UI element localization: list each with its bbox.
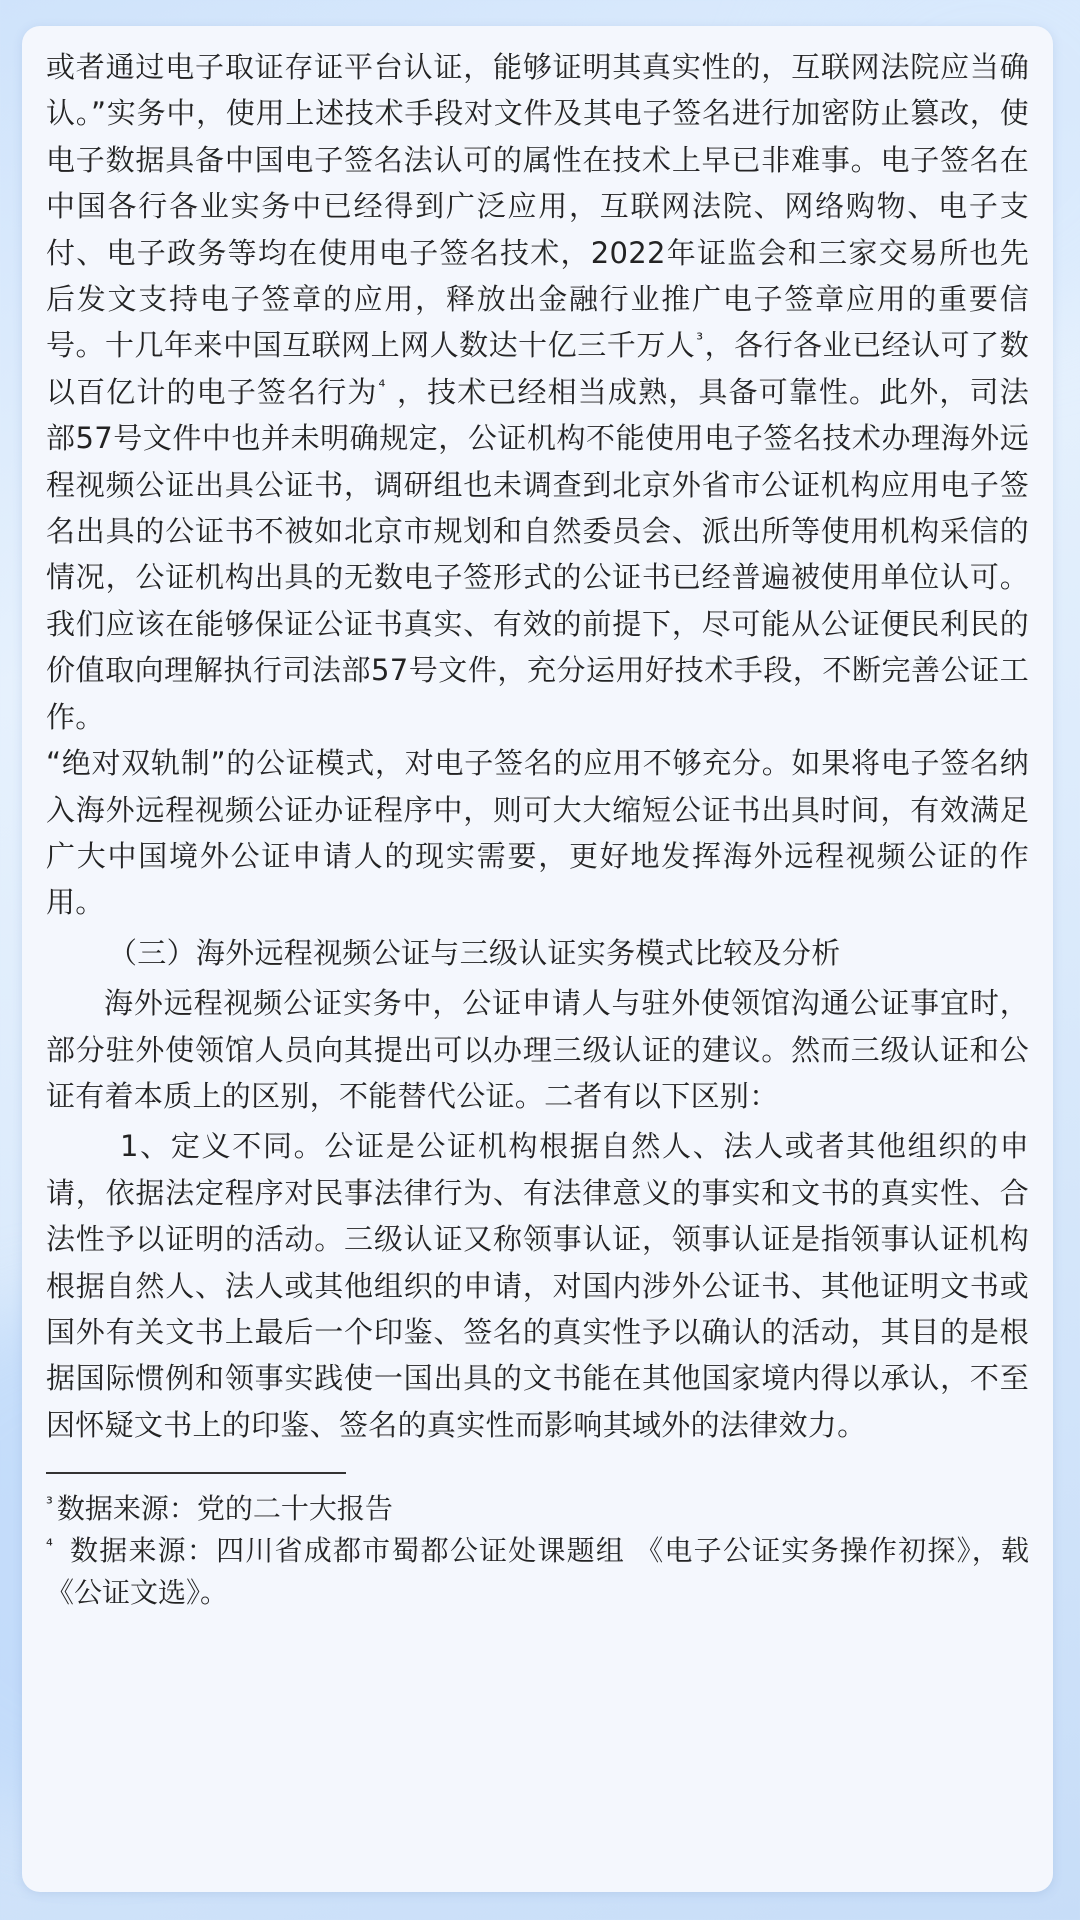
footnote-text: 数据来源：党的二十大报告 [56, 1492, 393, 1526]
footnote-item [46, 1530, 1029, 1614]
footnote-text: 数据来源：四川省成都市蜀都公证处课题组 《电子公证实务操作初探》，载《公证文选》。 [46, 1534, 1029, 1610]
footnote-ref[interactable]: ⁴ [378, 376, 386, 397]
section-heading: （三）海外远程视频公证与三级认证实务模式比较及分析 [108, 935, 841, 970]
footnote-ref[interactable]: ³ [696, 330, 704, 351]
body-paragraph: 1、定义不同。公证是公证机构根据自然人、法人或者其他组织的申请，依据法定程序对民事法律行为、有法律意义的事实和文书的真实性、合法性予以证明的活动。三级认证又称领事认证，领事认证是指领事认证机构根据自然人、法人或其他组织的申请，对国内涉外公证书、其他证明文书或国外有关文书上最后一个印鉴、签名的真实性予以确认的活动，其目的是根据国际惯例和领事实践使一国出具的文书能在其他国家境内得以承认，不至因怀疑文书上的印鉴、签名的真实性而影响其域外的法律效力。 [46, 1129, 1029, 1442]
footnotes [46, 1488, 1029, 1614]
body-paragraph: “绝对双轨制”的公证模式，对电子签名的应用不够充分。如果将电子签名纳入海外远程视频公证办证程序中，则可大大缩短公证书出具时间，有效满足广大中国境外公证申请人的现实需要，更好地发挥海外远程视频公证的作用。 [46, 746, 1029, 920]
paragraph-text: ，各行各业已经认可了数以百亿计的电子签名行为 [46, 328, 1029, 409]
body-paragraph [46, 44, 1029, 740]
document-card [22, 26, 1053, 1892]
body-paragraph: 海外远程视频公证实务中，公证申请人与驻外使领馆沟通公证事宜时，部分驻外使领馆人员向其提出可以办理三级认证的建议。然而三级认证和公证有着本质上的区别，不能替代公证。二者有以下区别： [46, 986, 1029, 1113]
paragraph-text: ，技术已经相当成熟，具备可靠性。此外，司法部57号文件中也并未明确规定，公证机构不能使用电子签名技术办理海外远程视频公证出具公证书，调研组也未调查到北京外省市公证机构应用电子签名出具的公证书不被如北京市规划和自然委员会、派出所等使用机构采信的情况，公证机构出具的无数电子签形式的公证书已经普遍被使用单位认可。我们应该在能够保证公证书真实、有效的前提下，尽可能从公证便民利民的价值取向理解执行司法部57号文件，充分运用好技术手段，不断完善公证工作。 [46, 374, 1029, 734]
footnote-marker: ⁴ [46, 1536, 53, 1557]
paragraph-text: 或者通过电子取证存证平台认证，能够证明其真实性的，互联网法院应当确认。”实务中，使用上述技术手段对文件及其电子签名进行加密防止篡改，使电子数据具备中国电子签名法认可的属性在技术上早已非难事。电子签名在中国各行各业实务中已经得到广泛应用，互联网法院、网络购物、电子支付、电子政务等均在使用电子签名技术，2022年证监会和三家交易所也先后发文支持电子签章的应用，释放出金融行业推广电子签章应用的重要信号。十几年来中国互联网上网人数达十亿三千万人 [46, 50, 1029, 363]
footnote-divider [46, 1472, 346, 1474]
footnote-marker: ³ [46, 1494, 53, 1515]
footnote-item [46, 1488, 1029, 1530]
